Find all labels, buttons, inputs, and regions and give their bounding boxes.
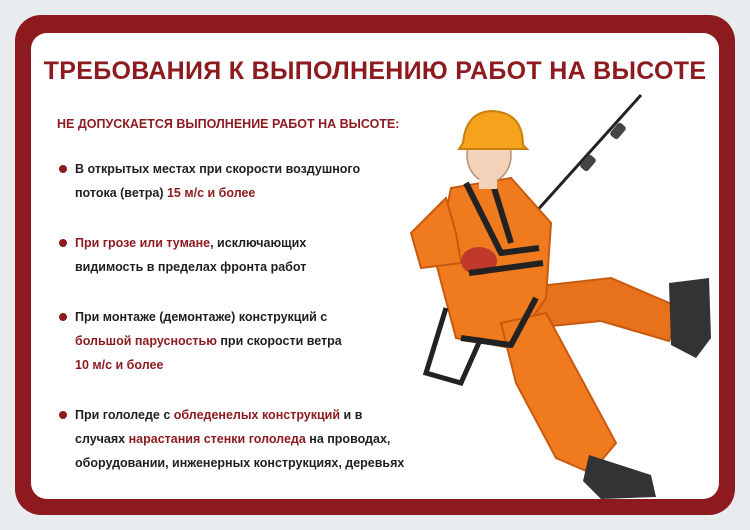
bullet-icon: [59, 411, 67, 419]
item-highlight: При грозе или тумане: [75, 236, 211, 250]
poster-content: [31, 33, 719, 499]
boot-back: [669, 278, 711, 358]
item-text: потока (ветра): [75, 186, 167, 200]
item-text: , исключающих: [210, 236, 307, 250]
item-text: В открытых местах при скорости воздушного: [75, 162, 361, 176]
item-highlight: большой парусностью: [75, 334, 217, 348]
item-text: При гололеде с: [75, 408, 174, 422]
boot-front: [583, 455, 656, 499]
item-text: и в: [340, 408, 363, 422]
bullet-icon: [59, 239, 67, 247]
poster-frame: [15, 15, 735, 515]
item-text: при скорости ветра: [216, 334, 342, 348]
item-highlight: 15 м/с и более: [166, 186, 256, 200]
worker-harness-illustration: [351, 83, 719, 499]
rope-clip: [579, 154, 597, 173]
item-text: на проводах,: [305, 432, 391, 446]
poster-title: ТРЕБОВАНИЯ К ВЫПОЛНЕНИЮ РАБОТ НА ВЫСОТЕ: [43, 57, 707, 85]
item-highlight: 10 м/с и более: [75, 358, 164, 372]
rope: [526, 95, 641, 223]
neck: [479, 175, 497, 189]
rope-clip: [609, 122, 627, 141]
bullet-icon: [59, 313, 67, 321]
item-highlight: обледенелых конструкций: [173, 408, 341, 422]
item-text: При монтаже (демонтаже) конструкций с: [75, 310, 328, 324]
item-highlight: нарастания стенки гололеда: [128, 432, 306, 446]
helmet-icon: [459, 111, 527, 149]
item-text: оборудовании, инженерных конструкциях, деревьях: [75, 456, 405, 470]
item-text: видимость в пределах фронта работ: [75, 260, 307, 274]
item-text: случаях: [75, 432, 129, 446]
poster-subtitle: НЕ ДОПУСКАЕТСЯ ВЫПОЛНЕНИЕ РАБОТ НА ВЫСОТЕ:: [57, 117, 400, 131]
bullet-icon: [59, 165, 67, 173]
